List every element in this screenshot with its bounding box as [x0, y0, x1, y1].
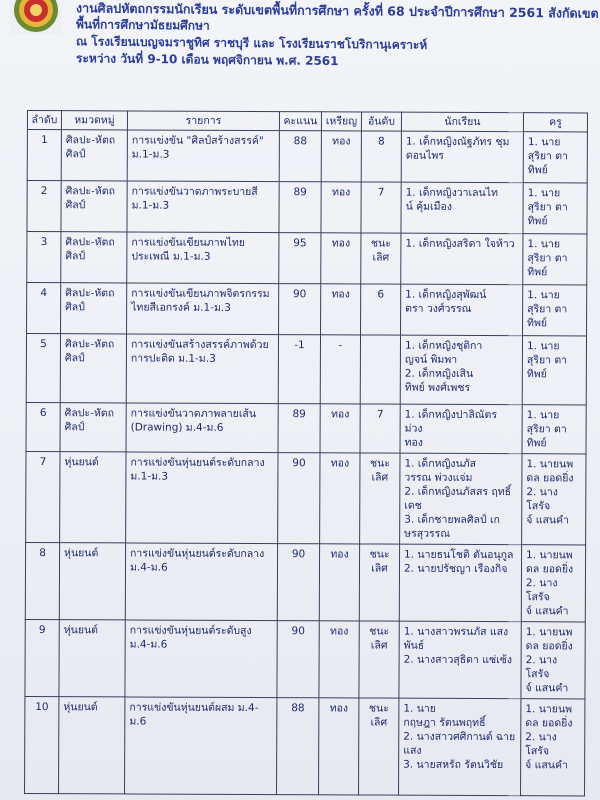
medal-value: ทอง	[331, 186, 351, 199]
teacher-line: จ์ แสนคำ	[525, 682, 569, 695]
item-line: การแข่งขันเขียนภาพจิตรกรรม	[131, 287, 270, 301]
cell-medal	[320, 404, 360, 453]
medal-value: ทอง	[330, 548, 349, 561]
cell-no	[26, 334, 60, 403]
cell-score	[279, 284, 321, 335]
col-header-medal: เหรียญ	[321, 112, 361, 131]
cell-students	[401, 131, 523, 183]
cell-students	[401, 182, 523, 234]
cell-rank	[361, 182, 401, 233]
rank-line: เลิศ	[371, 471, 389, 484]
score-value: 89	[293, 186, 307, 199]
teacher-line: สุริยา ตาทิพย์	[527, 201, 568, 228]
cell-teachers	[523, 285, 587, 336]
teacher-line: 1. นาย	[526, 409, 560, 422]
student-line: 1. เด็กหญิงสริดา ใจห้าว	[405, 237, 515, 251]
cell-rank	[361, 131, 401, 182]
cell-score	[277, 621, 319, 698]
cell-medal	[321, 182, 361, 233]
rank-line: ชนะ	[369, 457, 390, 470]
teacher-line: 2. นางโสรัจ	[525, 577, 558, 604]
teacher-line: สุริยา ตาทิพย์	[527, 150, 568, 177]
cell-rank	[360, 335, 400, 404]
teacher-line: 1. นายนพ	[526, 549, 573, 562]
col-header-score: คะแนน	[279, 112, 321, 131]
cell-no	[25, 619, 59, 696]
student-line: เดช	[404, 499, 422, 512]
teacher-line: สุริยา ตาทิพย์	[526, 423, 567, 450]
item-line: การแข่งขันวาดภาพลายเส้น	[130, 407, 257, 421]
student-line: น์ คุ้มเมือง	[405, 200, 453, 213]
teacher-line: 1. นาย	[526, 340, 560, 353]
teacher-line: 1. นาย	[527, 289, 560, 302]
item-line: ม.4-ม.6	[129, 561, 168, 574]
cell-category	[59, 620, 125, 697]
rank-line: เลิศ	[372, 251, 390, 264]
table-row	[25, 619, 585, 698]
medal-value: ทอง	[330, 457, 350, 470]
cell-category	[59, 697, 125, 794]
cell-score	[279, 233, 321, 284]
student-line: 1. นาย	[403, 702, 437, 715]
category-line: ศิลปะ-หัตถ	[64, 407, 115, 420]
student-line: 3. นายสหรัถ รัตนวิชัย	[403, 758, 504, 772]
cell-no	[27, 283, 61, 334]
student-line: 1. เด็กหญิงสุพัฒน์	[405, 288, 487, 302]
cell-category	[61, 232, 127, 283]
cell-category	[61, 181, 127, 232]
item-line: ม.4-ม.6	[129, 638, 168, 651]
row-number: 6	[39, 407, 47, 420]
teacher-line: ดล ยอดยิ่ง	[525, 563, 574, 576]
category-line: ศิลปะ-หัตถ	[65, 287, 115, 300]
document-header	[76, 0, 599, 73]
item-line: การแข่งขันเขียนภาพไทย	[131, 236, 245, 249]
category-line: ศิลป์	[64, 352, 85, 365]
row-number: 7	[39, 456, 47, 469]
category-line: ศิลปะ-หัตถ	[64, 338, 115, 351]
table-row	[27, 181, 587, 234]
item-line: การแข่งขันหุ่นยนต์ผสม ม.4-	[129, 701, 259, 715]
student-line: ษรสุวรรณ	[404, 527, 451, 540]
cell-teachers	[521, 622, 585, 699]
cell-no	[27, 130, 61, 181]
col-header-item: รายการ	[127, 111, 279, 131]
score-value: 95	[293, 237, 307, 250]
student-line: 2. นางสาวสุธิดา แซ่เซ้ง	[403, 653, 513, 667]
teacher-line: 1. นาย	[527, 238, 561, 251]
item-line: การแข่งขันสร้างสรรค์ภาพด้วย	[130, 338, 269, 352]
cell-score	[278, 404, 320, 453]
cell-no	[25, 542, 59, 619]
rank-line: ชนะ	[369, 548, 390, 561]
cell-teachers	[523, 234, 587, 285]
rank-line: ชนะ	[368, 702, 389, 715]
medal-value: -	[338, 339, 343, 352]
category-line: ศิลป์	[64, 421, 85, 434]
item-line: การแข่งขันหุ่นยนต์ระดับสูง	[129, 624, 252, 637]
cell-category	[59, 543, 125, 620]
category-line: ศิลปะ-หัตถ	[65, 185, 115, 198]
student-line: 2. นายปรัชญา เรืองกิจ	[403, 562, 508, 576]
cell-rank	[361, 284, 401, 335]
student-line: ทอง	[404, 436, 423, 449]
student-line: 1. เด็กหญิงนภัส	[404, 457, 477, 470]
category-line: หุ่นยนต์	[64, 547, 99, 560]
student-line: พันธ์	[403, 639, 425, 652]
item-line: ม.1-ม.3	[131, 148, 170, 161]
cell-teachers	[522, 454, 586, 545]
teacher-line: จ์ แสนคำ	[525, 759, 568, 772]
table-row	[26, 334, 586, 405]
item-line: ม.1-ม.3	[130, 470, 169, 483]
medal-value: ทอง	[329, 702, 349, 715]
cell-medal	[319, 698, 359, 795]
cell-score	[277, 698, 319, 795]
teacher-line: ดล ยอดยิ่ง	[526, 472, 574, 485]
header-venue: ณ โรงเรียนเบญจมราชูทิศ ราชบุรี และ โรงเรียนราชโบริกานุเคราะห์	[76, 34, 428, 52]
medal-value: ทอง	[332, 135, 351, 148]
cell-no	[27, 181, 61, 232]
cell-medal	[320, 453, 360, 544]
col-header-students: นักเรียน	[401, 112, 523, 132]
table-row	[25, 542, 585, 621]
cell-no	[26, 402, 60, 451]
table-row	[27, 283, 587, 336]
rank-line: ชนะ	[369, 625, 390, 638]
cell-students	[399, 621, 521, 699]
cell-no	[27, 232, 61, 283]
item-line: การปะติด ม.1-ม.3	[130, 352, 216, 365]
cell-item	[125, 697, 277, 795]
cell-students	[401, 284, 523, 336]
cell-category	[60, 334, 126, 403]
item-line: ไทยสีเอกรงค์ ม.1-ม.3	[131, 301, 231, 314]
teacher-line: ดล ยอดยิ่ง	[525, 640, 573, 653]
teacher-line: 1. นายนพ	[525, 626, 573, 639]
category-line: หุ่นยนต์	[64, 456, 99, 469]
student-line: 2. เด็กหญิงเสิน	[404, 367, 474, 380]
col-header-category: หมวดหมู่	[61, 111, 127, 130]
cell-teachers	[523, 183, 587, 234]
category-line: ศิลปะ-หัตถ	[65, 236, 115, 249]
header-date: ระหว่าง วันที่ 9-10 เดือน พฤศจิกายน พ.ศ. 2561	[76, 51, 339, 69]
student-line: 1. เด็กหญิงวาเลนไท	[405, 186, 498, 200]
medal-value: ทอง	[330, 408, 350, 421]
score-value: 90	[292, 457, 306, 470]
table-body	[25, 130, 588, 796]
teacher-line: 1. นาย	[527, 136, 561, 149]
category-line: ศิลปะ-หัตถ	[65, 134, 116, 147]
cell-item	[127, 232, 279, 284]
item-line: การแข่งขันวาดภาพระบายสี	[131, 185, 258, 199]
cell-score	[279, 182, 321, 233]
cell-rank	[359, 698, 399, 795]
row-number: 9	[38, 624, 46, 637]
item-line: การแข่งขันหุ่นยนต์ระดับกลาง	[130, 547, 265, 561]
student-line: 1. เด็กหญิงชุติกา	[404, 339, 483, 352]
student-line: กฤษฎา รัตนพฤทธิ์	[403, 716, 486, 730]
score-value: 90	[292, 288, 307, 301]
rank-line: 6	[377, 288, 385, 301]
cell-item	[126, 334, 278, 404]
table-row	[26, 402, 586, 453]
table-row	[26, 451, 586, 544]
student-line: 1. เด็กหญิงปาลิณัตร ม่วง	[404, 408, 498, 435]
teacher-line: 2. นางโสรัจ	[525, 731, 557, 758]
score-value: 90	[291, 548, 306, 561]
category-line: ศิลป์	[65, 250, 86, 263]
rank-line: เลิศ	[370, 716, 388, 729]
cell-item	[125, 620, 277, 698]
cell-no	[26, 451, 60, 542]
table-header-row	[27, 111, 587, 132]
col-header-no: ลำดับ	[27, 111, 61, 130]
item-line: ม.1-ม.3	[131, 199, 170, 212]
student-line: ตรา วงศ์วรรณ	[405, 302, 472, 315]
results-table	[24, 110, 588, 796]
student-line: 2. นางสาวศศิกานต์ ฉาย	[403, 730, 516, 744]
row-number: 3	[40, 236, 48, 249]
cell-medal	[319, 621, 359, 698]
cell-item	[127, 130, 279, 182]
cell-teachers	[522, 405, 586, 454]
row-number: 4	[40, 287, 48, 300]
cell-rank	[361, 233, 401, 284]
student-line: ดอนไพร	[405, 149, 444, 162]
teacher-line: สุริยา ตาทิพย์	[527, 252, 568, 279]
cell-students	[400, 335, 522, 405]
row-number: 1	[40, 134, 48, 147]
cell-item	[126, 403, 278, 453]
header-event-title: งานศิลปหัตถกรรมนักเรียน ระดับเขตพื้นที่การศึกษา ครั้งที่ 68 ประจำปีการศึกษา 2561 สังกัดเขต	[76, 0, 599, 21]
cell-students	[399, 698, 521, 796]
cell-medal	[319, 544, 359, 621]
rank-line: ชนะ	[370, 237, 391, 250]
cell-score	[278, 335, 320, 404]
student-line: 1. นางสาวพรนภัส แสง	[403, 625, 509, 639]
category-line: ศิลป์	[65, 148, 86, 161]
teacher-line: 1. นาย	[527, 187, 561, 200]
student-line: 1. เด็กหญิงณัฐภัทร ชุม	[405, 135, 510, 149]
cell-item	[127, 181, 279, 233]
cell-item	[127, 283, 279, 335]
score-value: 88	[293, 135, 308, 148]
category-line: หุ่นยนต์	[63, 624, 99, 637]
rank-line: 7	[377, 186, 385, 199]
item-line: การแข่งขัน "ศิลป์สร้างสรรค์"	[131, 134, 264, 148]
category-line: ศิลป์	[65, 199, 86, 212]
medal-value: ทอง	[331, 237, 351, 250]
cell-teachers	[521, 699, 585, 796]
medal-value: ทอง	[330, 625, 349, 638]
cell-category	[61, 130, 127, 181]
cell-students	[399, 544, 521, 622]
item-line: (Drawing) ม.4-ม.6	[130, 421, 224, 434]
row-number: 5	[40, 338, 47, 351]
col-header-teachers: ครู	[523, 113, 587, 132]
teacher-line: จ์ แสนคำ	[525, 605, 569, 618]
student-line: วรรณ พ่วงแจ่ม	[404, 471, 473, 484]
student-line: 1. นายธนโชติ ตันอนุกูล	[404, 548, 514, 562]
cell-students	[400, 404, 522, 454]
teacher-line: สุริยา ตาทิพย์	[527, 303, 568, 330]
student-line: 2. เด็กหญิงนภัสสร ฤทธิ์	[404, 485, 512, 499]
student-line: 3. เด็กชายพลศิลป์ เก	[404, 513, 500, 527]
score-value: 90	[291, 625, 305, 638]
item-line: ประเพณี ม.1-ม.3	[131, 250, 211, 263]
cell-medal	[321, 131, 361, 182]
row-number: 8	[39, 547, 46, 560]
cell-no	[25, 696, 59, 793]
header-area: พื้นที่การศึกษามัธยมศึกษา	[76, 17, 210, 33]
cell-category	[61, 283, 127, 334]
cell-score	[278, 453, 320, 544]
student-line: ญจน์ พิมพา	[404, 353, 458, 366]
school-emblem-logo	[10, 0, 62, 34]
student-line: แสง	[403, 744, 422, 757]
cell-students	[401, 233, 523, 285]
cell-rank	[360, 453, 400, 544]
score-value: 89	[292, 408, 306, 421]
rank-line: เลิศ	[370, 639, 388, 652]
score-value: 88	[291, 702, 305, 715]
cell-teachers	[523, 132, 587, 183]
row-number: 10	[35, 701, 49, 714]
rank-line: เลิศ	[371, 562, 388, 575]
category-line: หุ่นยนต์	[63, 701, 98, 714]
cell-score	[279, 131, 321, 182]
teacher-line: จ์ แสนคำ	[526, 514, 570, 527]
category-line: ศิลป์	[65, 301, 85, 314]
teacher-line: สุริยา ตาทิพย์	[526, 354, 568, 381]
col-header-rank: อันดับ	[361, 112, 401, 131]
rank-line: 7	[376, 408, 384, 421]
row-number: 2	[40, 185, 48, 198]
cell-score	[277, 544, 319, 621]
teacher-line: 2. นางโสรัจ	[526, 486, 558, 513]
medal-value: ทอง	[331, 288, 350, 301]
cell-teachers	[522, 336, 586, 405]
cell-medal	[320, 335, 360, 404]
teacher-line: 2. นางโสรัจ	[525, 654, 558, 681]
cell-rank	[359, 544, 399, 621]
cell-rank	[359, 621, 399, 698]
cell-students	[400, 453, 522, 545]
item-line: การแข่งขันหุ่นยนต์ระดับกลาง	[130, 456, 265, 470]
score-value: -1	[294, 339, 305, 352]
cell-teachers	[521, 545, 585, 622]
cell-medal	[321, 284, 361, 335]
cell-rank	[360, 404, 400, 453]
cell-category	[60, 452, 126, 543]
cell-item	[126, 452, 278, 544]
item-line: ม.6	[129, 715, 147, 728]
table-row	[27, 232, 587, 285]
teacher-line: ดล ยอดยิ่ง	[525, 717, 573, 730]
teacher-line: 1. นายนพ	[526, 458, 574, 471]
table-row	[25, 696, 585, 795]
cell-category	[60, 403, 126, 452]
table-row	[27, 130, 587, 183]
teacher-line: 1. นายนพ	[525, 703, 573, 716]
cell-medal	[321, 233, 361, 284]
cell-item	[125, 543, 277, 621]
rank-line: 8	[377, 135, 385, 148]
student-line: ทิพย์ พงศ์เพชร	[404, 381, 471, 394]
